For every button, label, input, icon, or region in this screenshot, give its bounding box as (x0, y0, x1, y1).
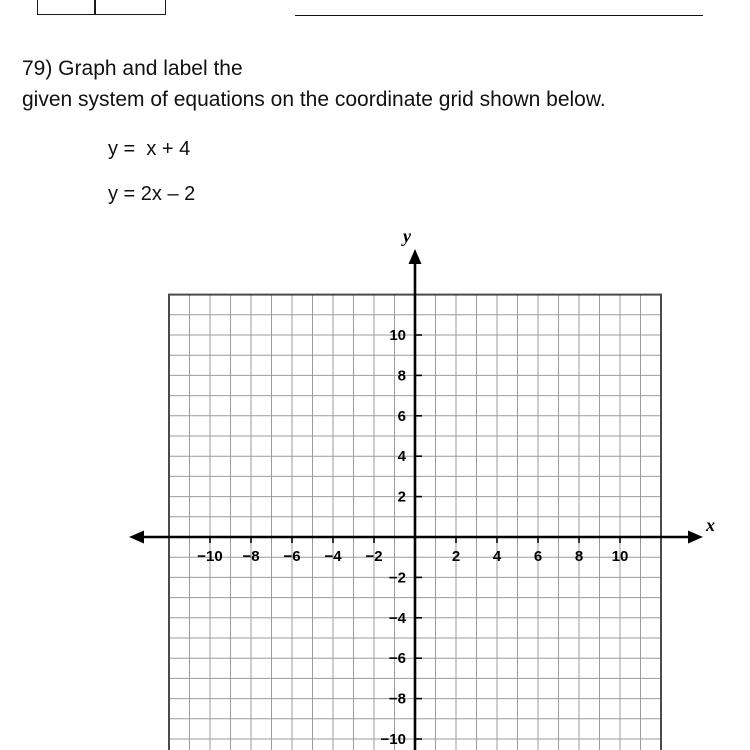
coordinate-grid (120, 220, 730, 750)
y-axis-label: y (403, 226, 411, 246)
equation-2: y = 2x – 2 (108, 183, 196, 205)
y-tick-label: −6 (388, 650, 406, 668)
answer-blank-line (295, 15, 703, 16)
x-tick-label: 8 (574, 548, 584, 565)
x-tick-label: −8 (242, 548, 260, 565)
x-tick-label: −4 (324, 548, 342, 565)
x-tick-label: −2 (365, 548, 383, 565)
y-tick-label: 4 (397, 448, 406, 466)
x-axis-right-arrow-icon (688, 531, 703, 544)
y-tick-label: −4 (388, 609, 406, 627)
y-tick-label: 6 (397, 407, 406, 425)
y-tick-label: 8 (397, 367, 406, 385)
y-axis-top-arrow-icon (409, 249, 422, 264)
x-axis-left-arrow-icon (129, 531, 144, 544)
score-box-divider (94, 0, 96, 14)
x-tick-label: −6 (283, 548, 301, 565)
x-tick-label: −10 (197, 548, 223, 565)
x-tick-label: 2 (451, 548, 461, 565)
x-axis-label: x (706, 515, 715, 535)
y-tick-label: 10 (389, 327, 406, 344)
y-tick-label: 2 (397, 488, 406, 506)
x-tick-label: 10 (611, 548, 629, 565)
equation-1: y = x + 4 (108, 138, 191, 160)
problem-statement-line1: 79) Graph and label the (22, 57, 243, 80)
y-tick-label: −8 (388, 690, 406, 708)
x-tick-label: 4 (492, 548, 502, 565)
y-tick-label: −10 (380, 731, 406, 748)
score-box (37, 0, 166, 15)
x-tick-label: 6 (533, 548, 543, 565)
y-tick-label: −2 (388, 569, 406, 587)
problem-statement-line2: given system of equations on the coordinate grid shown below. (22, 88, 606, 111)
